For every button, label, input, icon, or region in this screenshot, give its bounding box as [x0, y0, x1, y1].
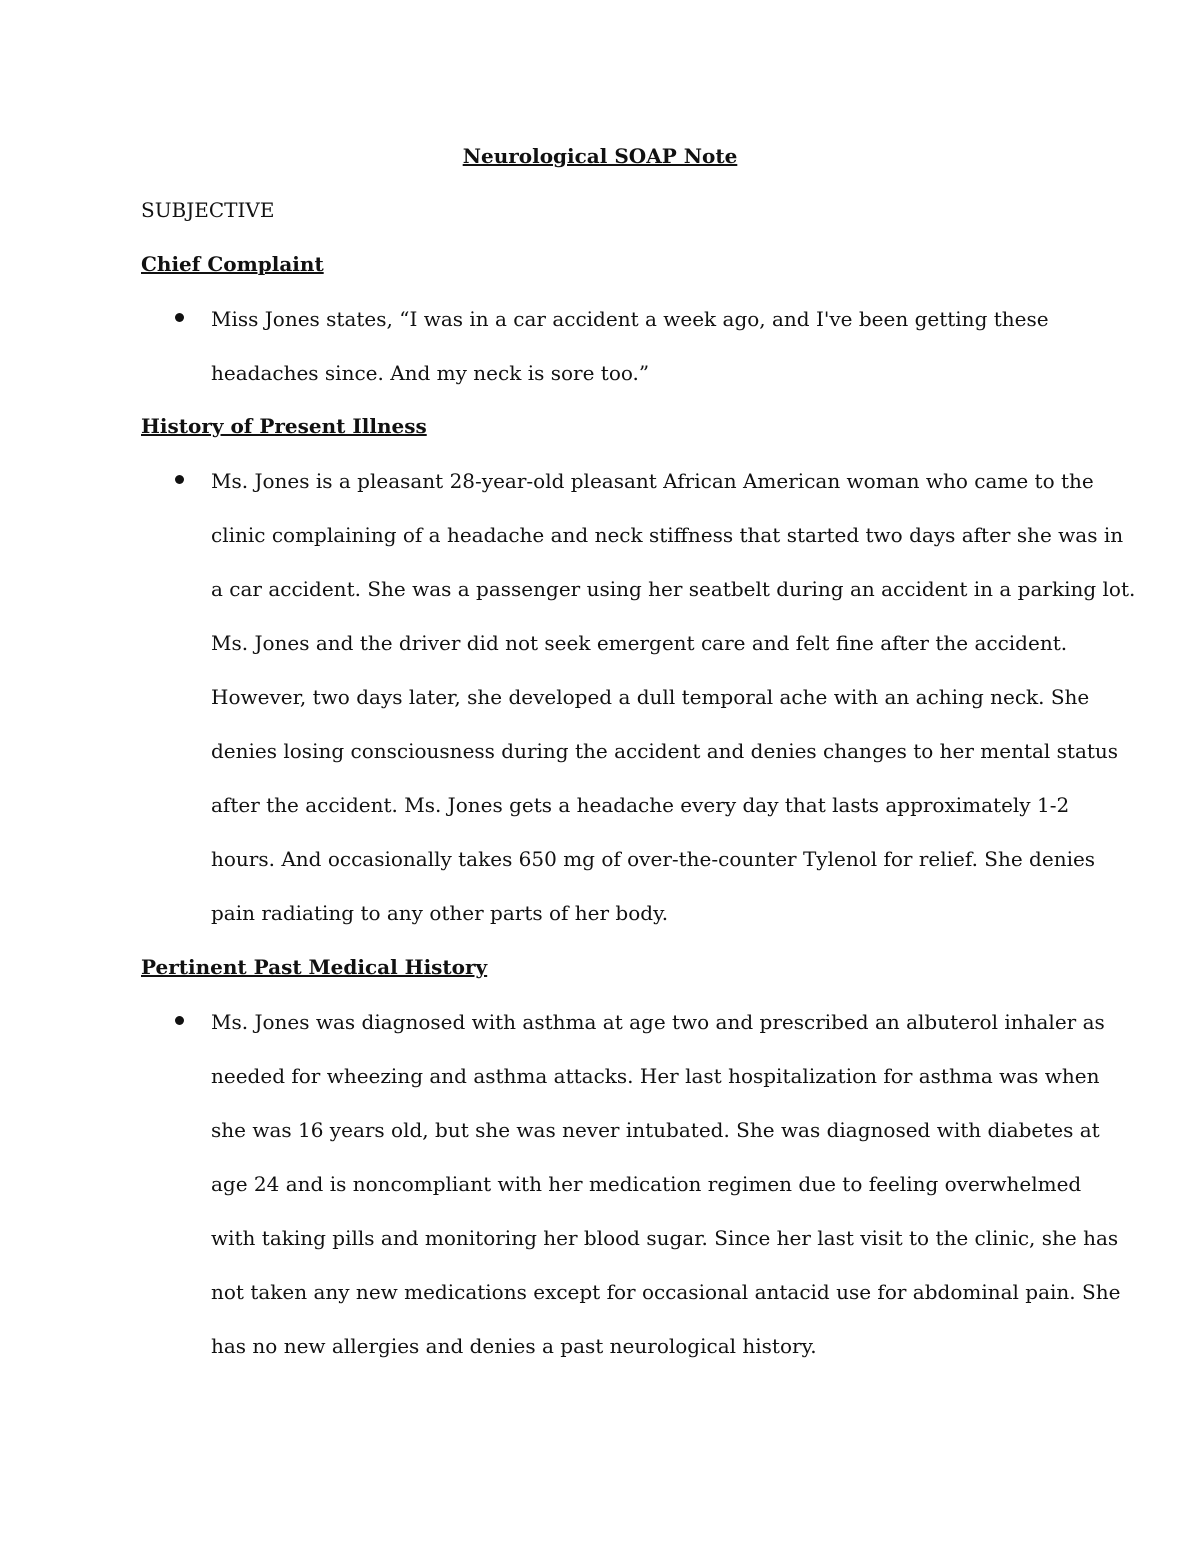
text-line: Ms. Jones was diagnosed with asthma at age two and prescribed an albuterol inhaler as: [211, 1010, 1105, 1034]
text-line: denies losing consciousness during the accident and denies changes to her mental status: [211, 739, 1119, 763]
document-title: Neurological SOAP Note: [462, 144, 738, 168]
text-line: Miss Jones states, “I was in a car accident a week ago, and I've been getting these: [211, 307, 1049, 331]
text-line: not taken any new medications except for occasional antacid use for abdominal pain. She: [211, 1280, 1121, 1304]
text-line: clinic complaining of a headache and neck stiffness that started two days after she was in: [211, 523, 1124, 547]
section-label-subjective: SUBJECTIVE: [141, 198, 275, 222]
text-line: age 24 and is noncompliant with her medication regimen due to feeling overwhelmed: [211, 1172, 1082, 1196]
text-line: with taking pills and monitoring her blood sugar. Since her last visit to the clinic, she has: [211, 1226, 1119, 1250]
chief-complaint-text: [211, 292, 1071, 400]
text-line: she was 16 years old, but she was never intubated. She was diagnosed with diabetes at: [211, 1118, 1100, 1142]
bullet-icon: [175, 475, 184, 484]
text-line: Ms. Jones and the driver did not seek emergent care and felt fine after the accident.: [211, 631, 1068, 655]
bullet-icon: [175, 313, 184, 322]
heading-chief-complaint: Chief Complaint: [141, 252, 324, 276]
text-line: hours. And occasionally takes 650 mg of over-the-counter Tylenol for relief. She denies: [211, 847, 1096, 871]
text-line: after the accident. Ms. Jones gets a headache every day that lasts approximately 1-2: [211, 793, 1070, 817]
heading-past-medical-history: Pertinent Past Medical History: [141, 955, 488, 979]
history-present-illness-text: [211, 454, 1136, 940]
heading-history-of-present-illness: History of Present Illness: [141, 414, 427, 438]
text-line: headaches since. And my neck is sore too.”: [211, 361, 650, 385]
text-line: Ms. Jones is a pleasant 28-year-old pleasant African American woman who came to the: [211, 469, 1094, 493]
past-medical-history-text: [211, 995, 1121, 1373]
text-line: However, two days later, she developed a dull temporal ache with an aching neck. She: [211, 685, 1090, 709]
text-line: pain radiating to any other parts of her body.: [211, 901, 669, 925]
text-line: has no new allergies and denies a past neurological history.: [211, 1334, 817, 1358]
text-line: a car accident. She was a passenger using her seatbelt during an accident in a parking lot.: [211, 577, 1136, 601]
text-line: needed for wheezing and asthma attacks. Her last hospitalization for asthma was when: [211, 1064, 1100, 1088]
bullet-icon: [175, 1016, 184, 1025]
